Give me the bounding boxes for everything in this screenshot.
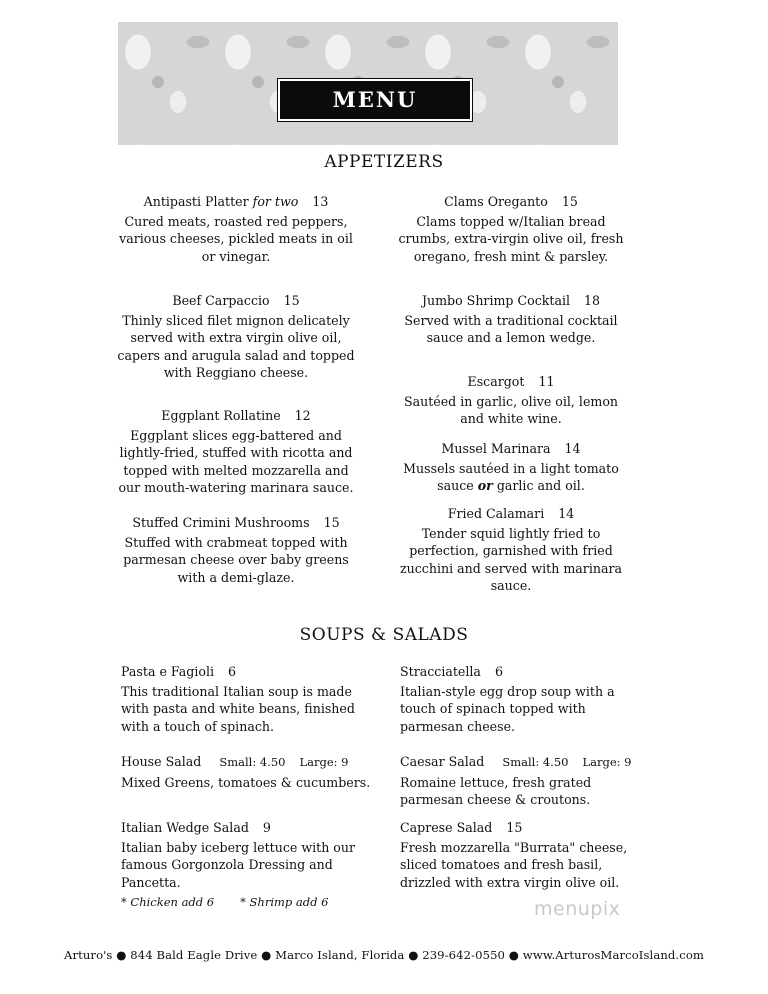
item-description: This traditional Italian soup is made with pasta and white beans, finished with a touch of spinach. (121, 683, 355, 734)
soups-salads-heading: SOUPS & SALADS (299, 625, 469, 645)
item-price: 6 (494, 664, 503, 679)
menu-item (400, 753, 640, 809)
menu-item (400, 663, 640, 735)
item-name: Pasta e Fagioli (121, 664, 215, 679)
item-price: 15 (323, 515, 340, 530)
item-price: 11 (538, 374, 555, 389)
item-description: Mixed Greens, tomatoes & cucumbers. (121, 774, 371, 790)
item-name: Jumbo Shrimp Cocktail (421, 293, 571, 308)
item-description-emphasis: or (477, 478, 493, 493)
item-price: 12 (294, 408, 311, 423)
item-name: Escargot (467, 374, 525, 389)
item-description (396, 460, 626, 495)
menu-item (396, 292, 626, 347)
item-price: 14 (558, 506, 575, 521)
menu-item (396, 440, 626, 495)
item-description: Italian-style egg drop soup with a touch of spinach topped with parmesan cheese. (400, 683, 615, 734)
item-description: Cured meats, roasted red peppers, various cheeses, pickled meats in oil or vinegar. (119, 213, 353, 264)
watermark-logo: menupix (534, 898, 621, 920)
item-name: Beef Carpaccio (172, 293, 270, 308)
item-price: 13 (312, 194, 329, 209)
item-price: 6 (228, 664, 237, 679)
addon-chicken: * Chicken add 6 (121, 895, 215, 909)
menu-item (121, 663, 371, 735)
item-description-part: Mussels sautéed in a light tomato sauce (403, 460, 619, 493)
item-name: Mussel Marinara (441, 441, 551, 456)
menu-item (116, 193, 356, 265)
menu-item (396, 193, 626, 265)
menu-item (121, 819, 371, 891)
menu-item (116, 514, 356, 586)
item-description: Stuffed with crabmeat topped with parmesan cheese over baby greens with a demi-glaze. (123, 534, 349, 585)
appetizers-heading: APPETIZERS (324, 152, 444, 172)
item-description: Romaine lettuce, fresh grated parmesan cheese & croutons. (400, 774, 592, 807)
item-name: Stuffed Crimini Mushrooms (132, 515, 310, 530)
item-size-large: Large: 9 (299, 755, 349, 769)
item-description: Sautéed in garlic, olive oil, lemon and white wine. (403, 393, 619, 426)
item-description: Eggplant slices egg-battered and lightly-fried, stuffed with ricotta and topped with melted mozzarella and our mouth-watering marinara sauce. (118, 427, 354, 495)
item-description: Tender squid lightly fried to perfection, garnished with fried zucchini and served with marinara sauce. (399, 525, 622, 593)
item-name: House Salad (121, 754, 202, 769)
menu-item (396, 373, 626, 428)
item-name: Italian Wedge Salad (121, 820, 249, 835)
item-description: Italian baby iceberg lettuce with our famous Gorgonzola Dressing and Pancetta. (121, 839, 356, 890)
item-size-small: Small: 4.50 (502, 755, 569, 769)
addons-note (121, 895, 328, 909)
item-description: Clams topped w/Italian bread crumbs, extra-virgin olive oil, fresh oregano, fresh mint & parsley. (398, 213, 624, 264)
item-price: 9 (262, 820, 271, 835)
item-name: Antipasti Platter (143, 194, 249, 209)
item-name: Stracciatella (400, 664, 481, 679)
item-name: Caesar Salad (400, 754, 485, 769)
item-name: Eggplant Rollatine (161, 408, 281, 423)
item-size-large: Large: 9 (582, 755, 632, 769)
menu-item (116, 292, 356, 382)
item-description: Served with a traditional cocktail sauce and a lemon wedge. (404, 312, 618, 345)
item-size-small: Small: 4.50 (219, 755, 286, 769)
footer-contact: Arturo's ● 844 Bald Eagle Drive ● Marco Island, Florida ● 239-642-0550 ● www.ArturosMarcoIsland.com (63, 948, 704, 962)
item-description-part: garlic and oil. (496, 478, 585, 493)
item-price: 14 (564, 441, 581, 456)
item-name-note: for two (252, 194, 299, 209)
menu-item (121, 753, 371, 791)
menu-title: MENU (278, 79, 472, 121)
item-description: Thinly sliced filet mignon delicately served with extra virgin olive oil, capers and arugula salad and topped with Reggiano cheese. (117, 312, 355, 380)
addon-shrimp: * Shrimp add 6 (240, 895, 329, 909)
item-description: Fresh mozzarella "Burrata" cheese, sliced tomatoes and fresh basil, drizzled with extra virgin olive oil. (400, 839, 628, 890)
item-name: Caprese Salad (400, 820, 493, 835)
menu-item (116, 407, 356, 497)
item-price: 18 (584, 293, 601, 308)
menu-item (396, 505, 626, 595)
item-price: 15 (283, 293, 300, 308)
item-price: 15 (561, 194, 578, 209)
menu-item (400, 819, 640, 891)
item-price: 15 (506, 820, 523, 835)
item-name: Clams Oreganto (444, 194, 548, 209)
item-name: Fried Calamari (447, 506, 545, 521)
